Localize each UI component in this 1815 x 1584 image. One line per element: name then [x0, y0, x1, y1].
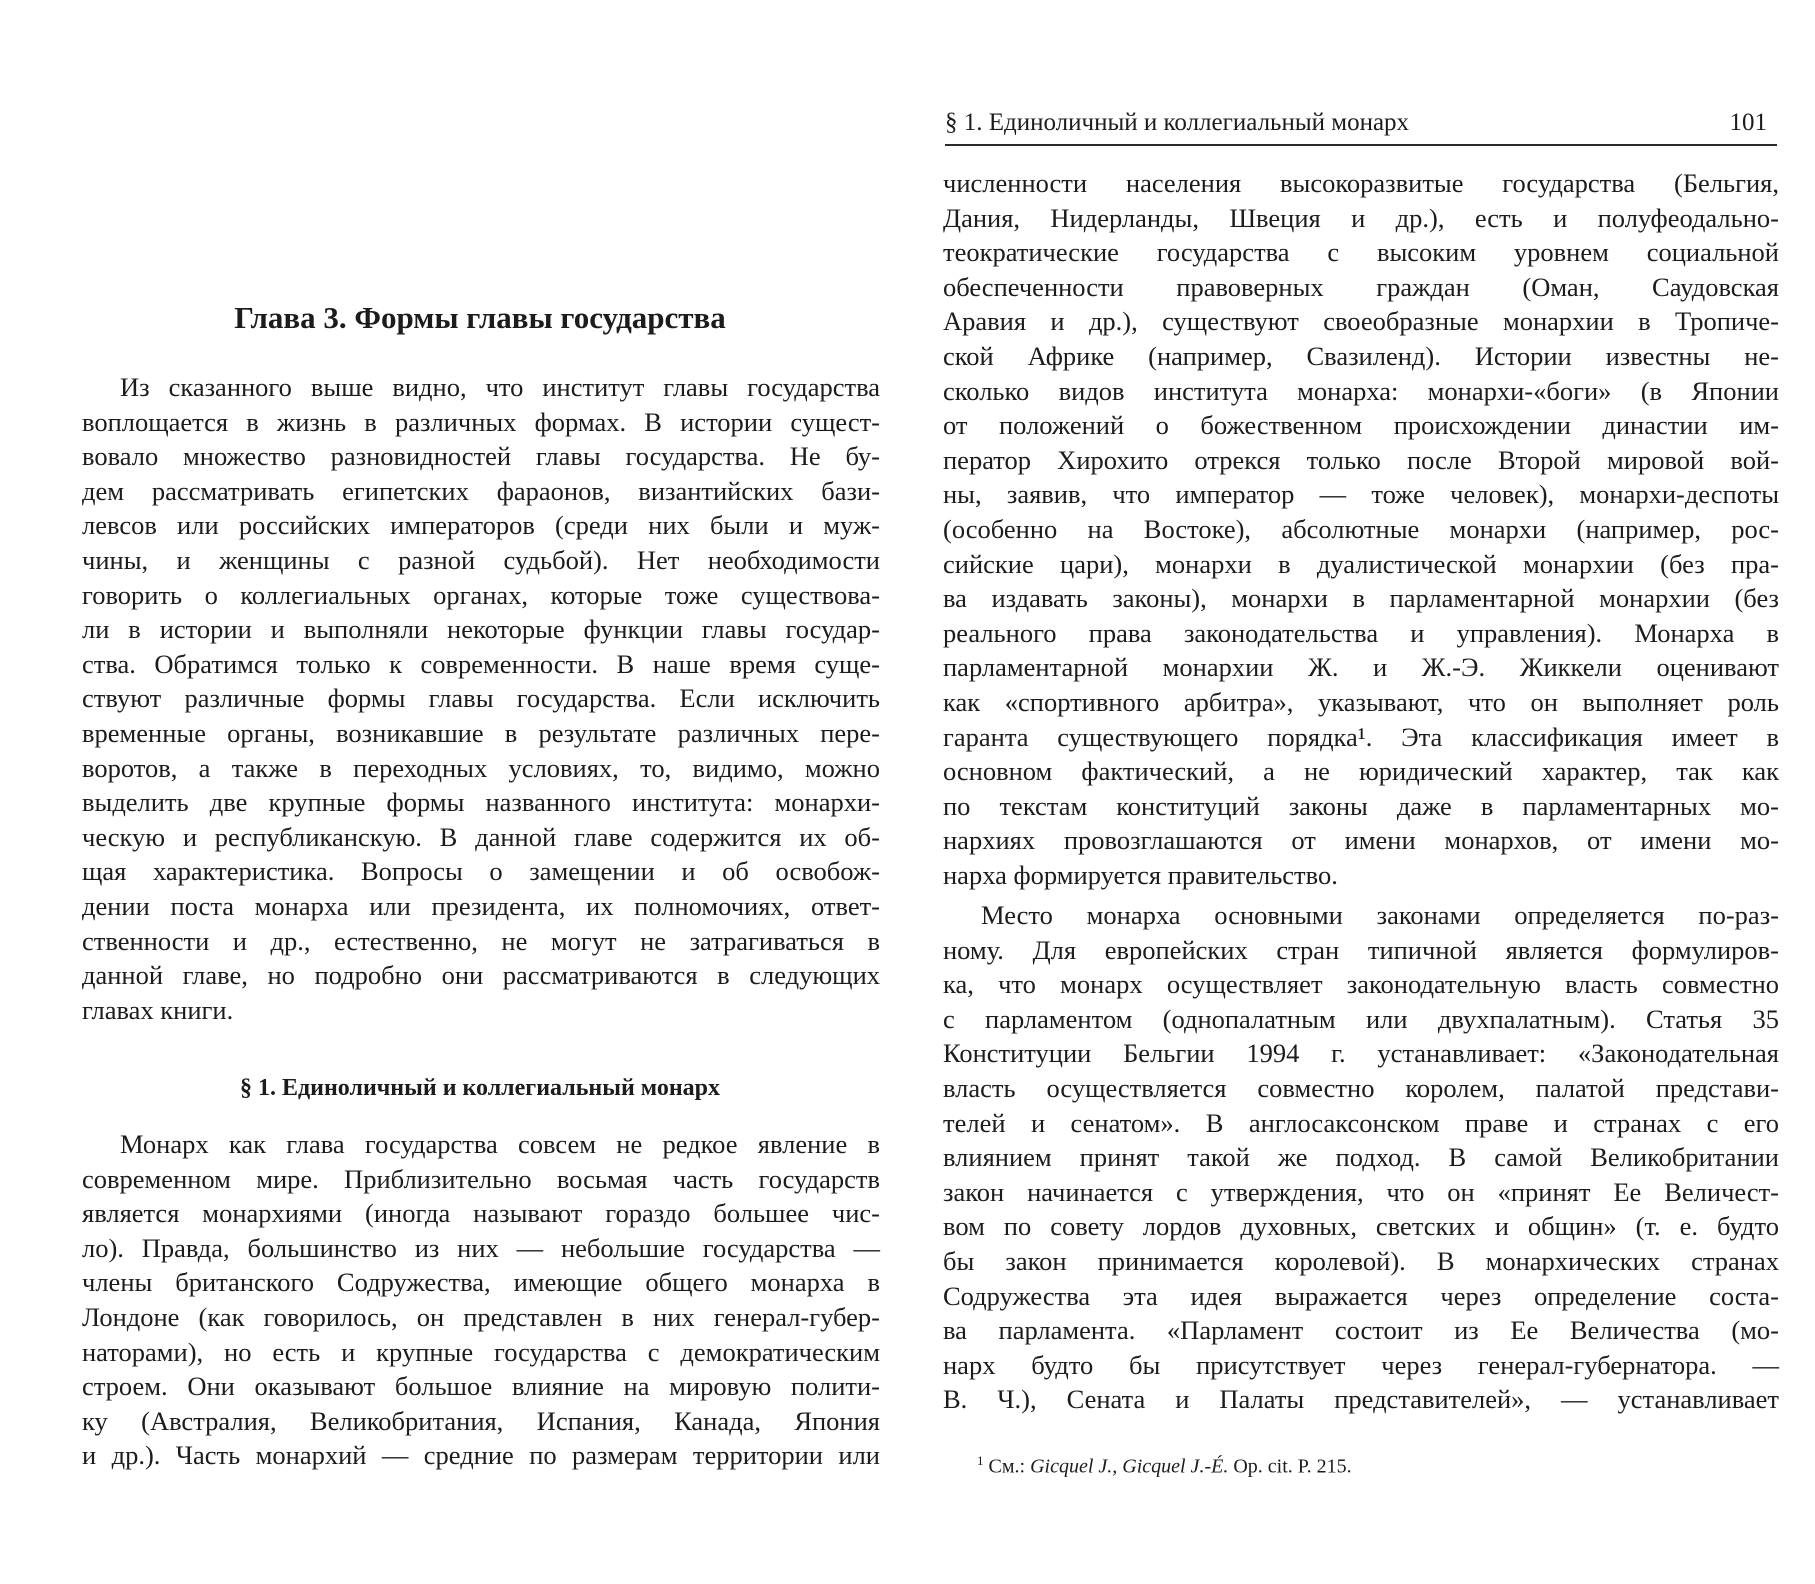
text-line: гаранта существующего порядка¹. Эта классификация имеет в	[943, 721, 1779, 752]
text-line: ства. Обратимся только к современности. В наше время суще-	[82, 648, 880, 679]
text-line: ва издавать законы), монархи в парламентарной монархии (без	[943, 583, 1779, 614]
text-line: сколько видов института монарха: монархи-«боги» (в Японии	[943, 375, 1779, 406]
text-line: парламентарной монархии Ж. и Ж.-Э. Жиккели оценивают	[943, 652, 1779, 683]
text-line: (особенно на Востоке), абсолютные монархи (например, рос-	[943, 513, 1779, 544]
section-title: § 1. Единоличный и коллегиальный монарх	[239, 1075, 720, 1101]
right-page	[907, 0, 1815, 1584]
text-line: сийские цари), монархи в дуалистической монархии (без пра-	[943, 548, 1779, 579]
text-line: чины, и женщины с разной судьбой). Нет необходимости	[82, 544, 880, 575]
text-line: Монарх как глава государства совсем не редкое явление в	[120, 1129, 880, 1159]
text-line: временные органы, возникавшие в результате различных пере-	[82, 717, 880, 748]
text-line: нарх будто бы присутствует через генерал-губернатора. —	[943, 1349, 1779, 1380]
text-line: современном мире. Приблизительно восьмая часть государств	[82, 1163, 880, 1194]
text-line: Место монарха основными законами определяется по-раз-	[981, 900, 1779, 930]
text-line: данной главе, но подробно они рассматриваются в следующих	[82, 960, 880, 991]
text-line: основном фактический, а не юридический характер, так как	[943, 756, 1779, 787]
chapter-intro-paragraph	[82, 370, 880, 1027]
text-line: влиянием принят такой же подход. В самой Великобритании	[943, 1142, 1779, 1173]
text-line: вовало множество разновидностей главы государства. Не бу-	[82, 441, 880, 472]
footnote	[977, 1447, 1777, 1481]
text-line: численности населения высокоразвитые государства (Бельгия,	[943, 168, 1779, 198]
text-line: телей и сенатом». В англосаксонском праве и странах с его	[943, 1107, 1779, 1138]
text-line: по текстам конституций законы даже в парламентарных мо-	[943, 790, 1779, 821]
text-line: нарха формируется правительство.	[943, 859, 1338, 890]
running-header-title: § 1. Единоличный и коллегиальный монарх	[945, 109, 1410, 136]
text-line: главах книги.	[82, 994, 234, 1025]
text-line: выделить две крупные формы названного института: монархи-	[82, 787, 880, 818]
text-line: Аравия и др.), существуют своеобразные монархии в Тропиче-	[943, 306, 1779, 337]
text-line: ствуют различные формы главы государства. Если исключить	[82, 683, 880, 714]
text-line: Лондоне (как говорилось, он представлен в них генерал-губер-	[82, 1301, 880, 1332]
text-line: ку (Австралия, Великобритания, Испания, Канада, Япония	[82, 1405, 880, 1436]
text-line: Конституции Бельгии 1994 г. устанавливает: «Законодательная	[943, 1038, 1779, 1069]
text-line: от положений о божественном происхождении династии им-	[943, 410, 1779, 441]
text-line: ло). Правда, большинство из них — небольшие государства —	[82, 1232, 880, 1263]
text-line: и др.). Часть монархий — средние по размерам территории или	[82, 1440, 880, 1471]
text-line: ли в истории и выполняли некоторые функции главы государ-	[82, 614, 880, 645]
text-line: говорить о коллегиальных органах, которые тоже существова-	[82, 579, 880, 610]
text-line: левсов или российских императоров (среди них были и муж-	[82, 510, 880, 541]
text-line: ской Африке (например, Свазиленд). Истории известны не-	[943, 340, 1779, 371]
text-line: ка, что монарх осуществляет законодательную власть совместно	[943, 969, 1779, 1000]
text-line: щая характеристика. Вопросы о замещении и об освобож-	[82, 856, 880, 887]
page-number: 101	[1729, 109, 1767, 136]
running-header	[945, 106, 1777, 146]
text-line: обеспеченности правоверных граждан (Оман, Саудовская	[943, 271, 1779, 302]
text-line: ственности и др., естественно, не могут не затрагиваться в	[82, 925, 880, 956]
footnote-prefix: См.:	[988, 1455, 1031, 1478]
text-line: воротов, а также в переходных условиях, то, видимо, можно	[82, 752, 880, 783]
text-line: теократические государства с высоким уровнем социальной	[943, 237, 1779, 268]
text-line: дении поста монарха или президента, их полномочиях, ответ-	[82, 890, 880, 921]
text-line: члены британского Содружества, имеющие общего монарха в	[82, 1267, 880, 1298]
text-line: Содружества эта идея выражается через определение соста-	[943, 1280, 1779, 1311]
footnote-marker: 1	[977, 1453, 984, 1468]
text-line: является монархиями (иногда называют гораздо большее чис-	[82, 1198, 880, 1229]
text-line: Из сказанного выше видно, что институт главы государства	[120, 372, 880, 402]
text-line: власть осуществляется совместно королем, палатой представи-	[943, 1072, 1779, 1103]
text-line: закон начинается с утверждения, что он «принят Ее Величест-	[943, 1176, 1779, 1207]
second-paragraph	[943, 898, 1779, 1417]
left-page	[0, 0, 907, 1584]
text-line: ператор Хирохито отрекся только после Второй мировой вой-	[943, 444, 1779, 475]
text-line: строем. Они оказывают большое влияние на мировую полити-	[82, 1371, 880, 1402]
text-line: с парламентом (однопалатным или двухпалатным). Статья 35	[943, 1003, 1779, 1034]
text-line: нархиях провозглашаются от имени монархов, от имени мо-	[943, 825, 1779, 856]
section-body-paragraph	[82, 1127, 880, 1473]
text-line: В. Ч.), Сената и Палаты представителей», — устанавливает	[943, 1384, 1779, 1415]
text-line: воплощается в жизнь в различных формах. В истории сущест-	[82, 406, 880, 437]
text-line: ны, заявив, что император — тоже человек), монархи-деспоты	[943, 479, 1779, 510]
text-line: наторами), но есть и крупные государства с демократическим	[82, 1336, 880, 1367]
text-line: вом по совету лордов духовных, светских и общин» (т. е. будто	[943, 1211, 1779, 1242]
footnote-source: Op. cit. P. 215.	[1228, 1455, 1352, 1478]
text-line: как «спортивного арбитра», указывают, что он выполняет роль	[943, 686, 1779, 717]
continued-paragraph	[943, 166, 1779, 892]
text-line: бы закон принимается королевой). В монархических странах	[943, 1245, 1779, 1276]
text-line: Дания, Нидерланды, Швеция и др.), есть и полуфеодально-	[943, 202, 1779, 233]
chapter-title: Глава 3. Формы главы государства	[234, 300, 726, 335]
text-line: ческую и республиканскую. В данной главе содержится их об-	[82, 821, 880, 852]
text-line: дем рассматривать египетских фараонов, византийских бази-	[82, 475, 880, 506]
text-line: ва парламента. «Парламент состоит из Ее Величества (мо-	[943, 1315, 1779, 1346]
text-line: реального права законодательства и управления). Монарха в	[943, 617, 1779, 648]
text-line: ному. Для европейских стран типичной является формулиров-	[943, 934, 1779, 965]
footnote-authors: Gicquel J., Gicquel J.-É.	[1030, 1455, 1229, 1478]
